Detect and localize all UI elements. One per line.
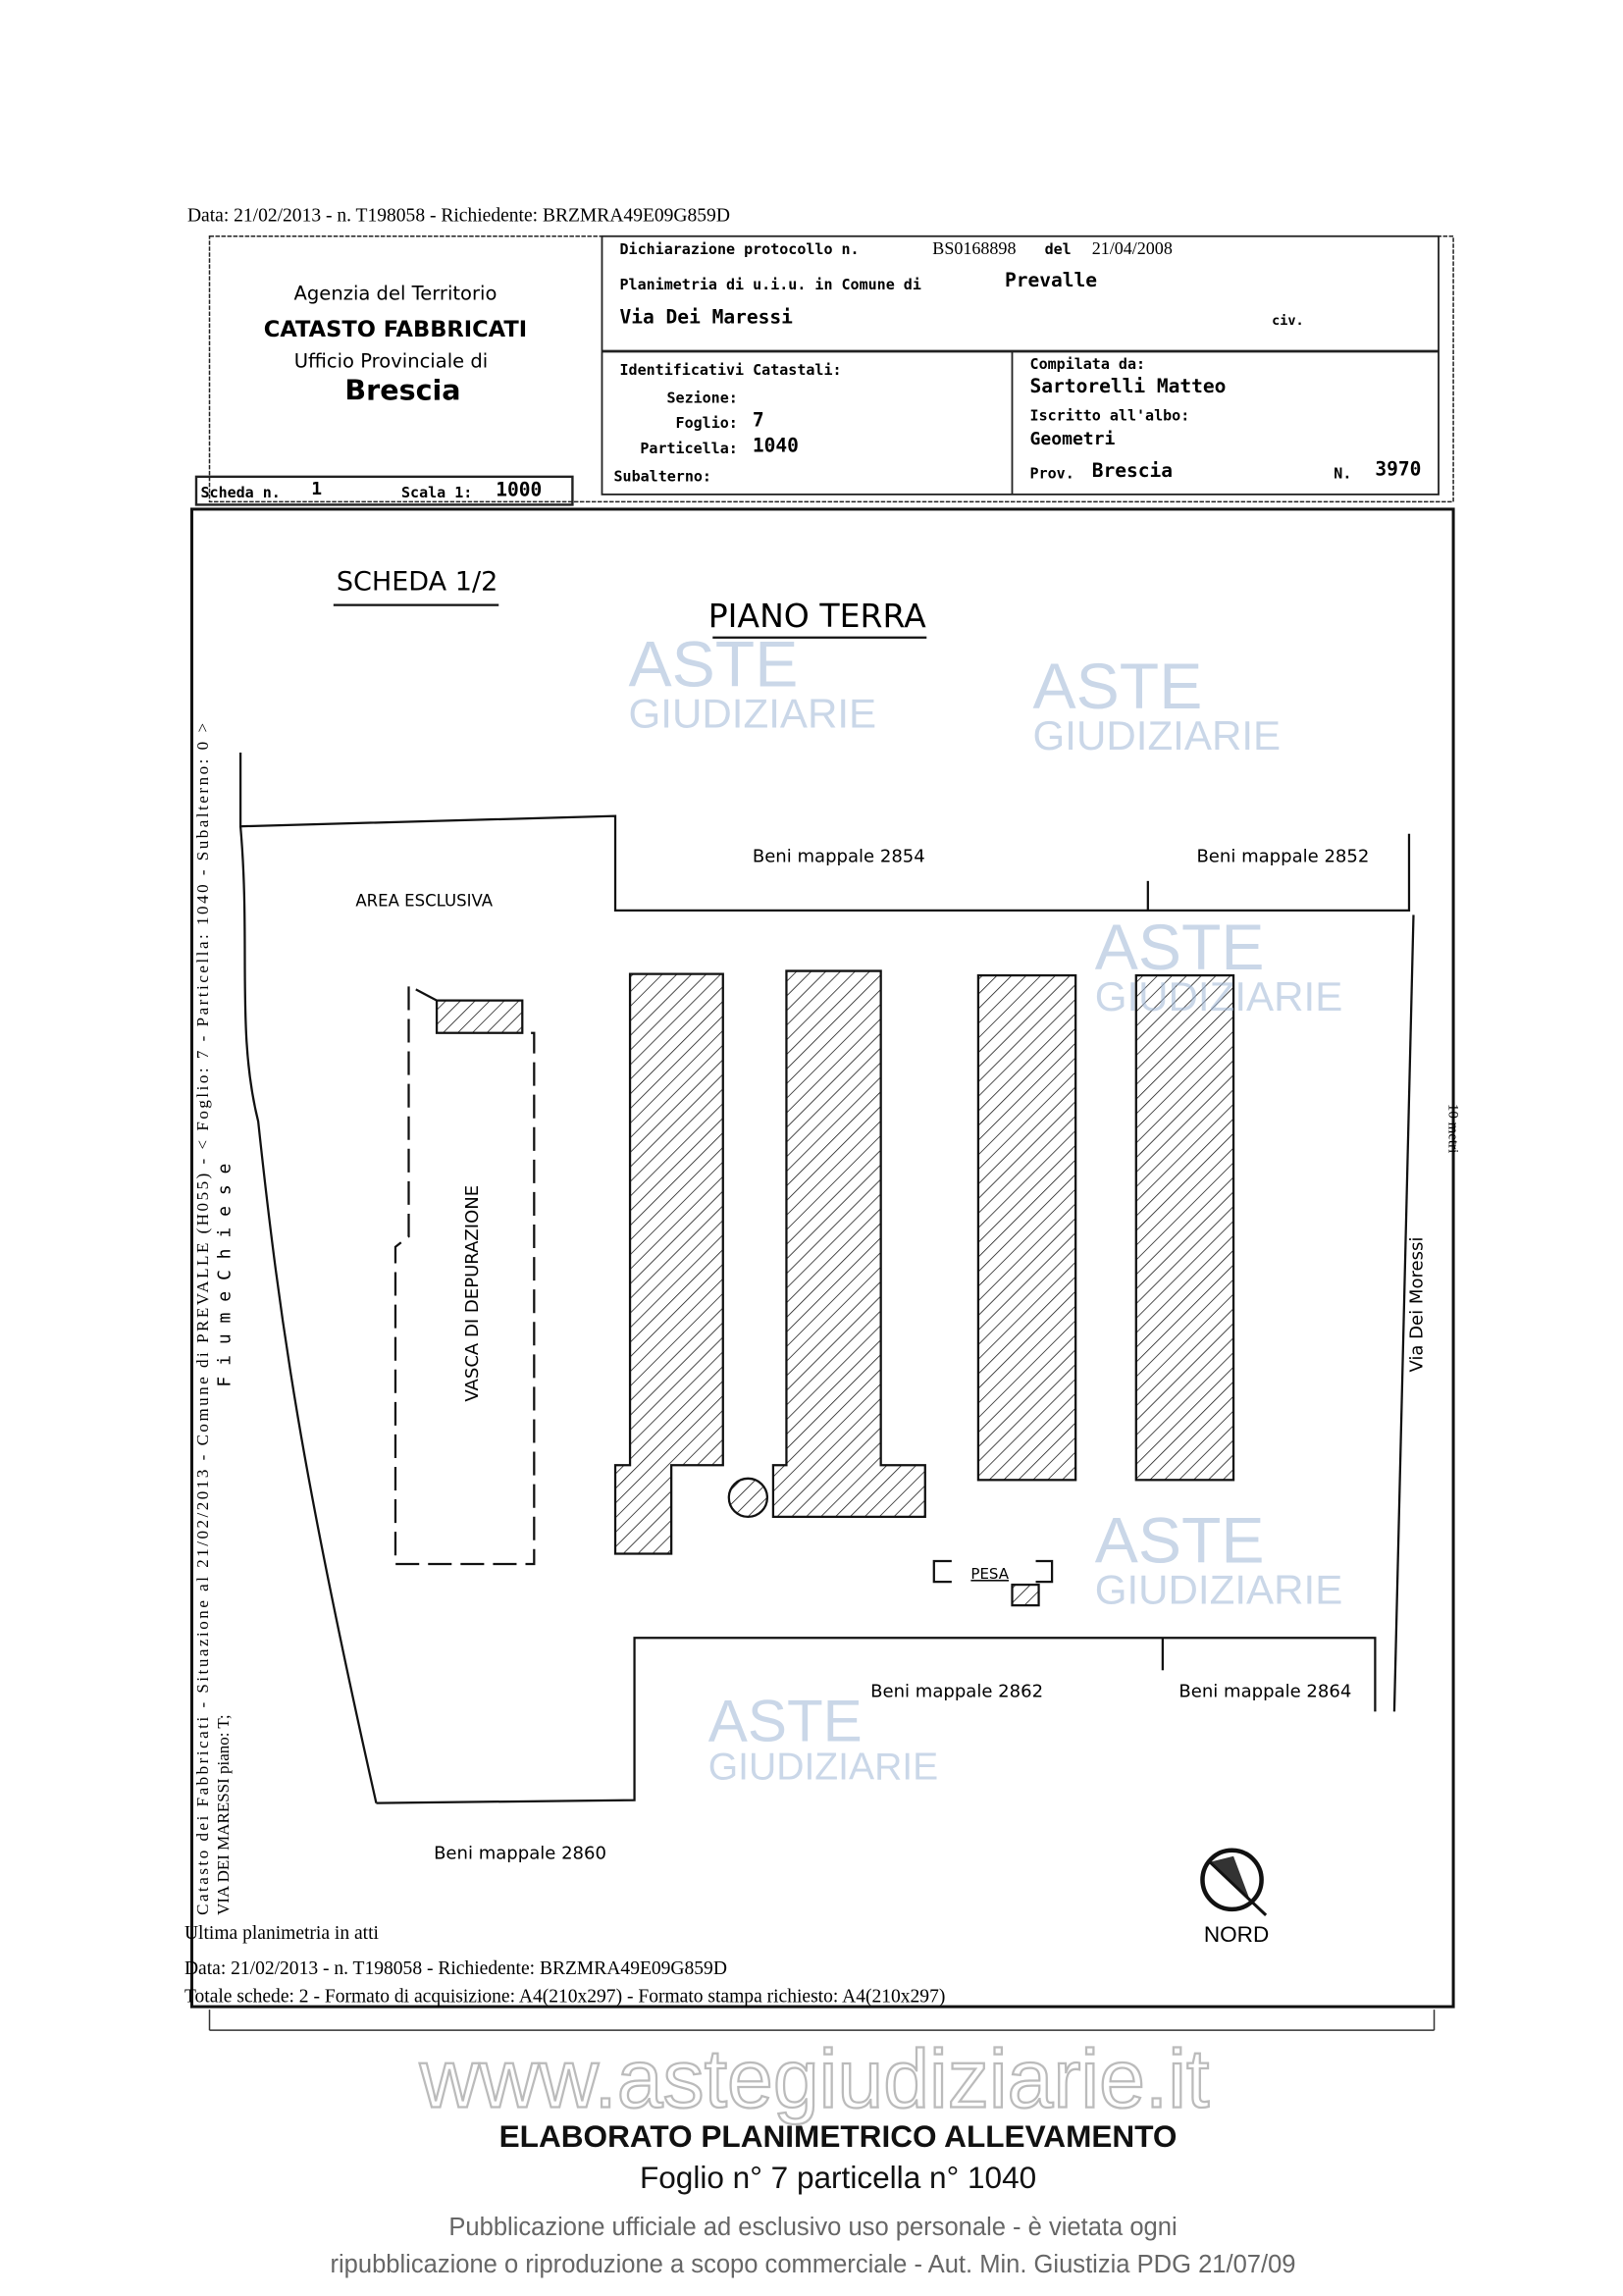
mappale-2862-label: Beni mappale 2862 xyxy=(870,1681,1044,1702)
scheda-title: SCHEDA 1/2 xyxy=(336,566,498,598)
address: Via Dei Maressi xyxy=(619,305,793,329)
svg-text:GIUDIZIARIE: GIUDIZIARIE xyxy=(1032,712,1282,759)
prov-value: Brescia xyxy=(1091,458,1174,482)
civ-label: civ. xyxy=(1272,312,1304,329)
aste-watermark-logo xyxy=(1095,1505,1343,1613)
footer-totale: Totale schede: 2 - Formato di acquisizione: A4(210x297) - Formato stampa richiesto: A4(210x297) xyxy=(183,1986,946,2008)
mappale-2860-label: Beni mappale 2860 xyxy=(434,1843,606,1864)
agency-name: Agenzia del Territorio xyxy=(293,282,497,305)
albo-value: Geometri xyxy=(1029,428,1116,449)
fiume-label: F i u m e C h i e s e xyxy=(214,1163,236,1387)
mappale-2864-label: Beni mappale 2864 xyxy=(1178,1681,1352,1702)
building-1 xyxy=(615,974,723,1554)
svg-text:GIUDIZIARIE: GIUDIZIARIE xyxy=(1094,973,1343,1020)
pesa-label: PESA xyxy=(970,1565,1010,1584)
agency-catasto: CATASTO FABBRICATI xyxy=(263,317,528,343)
subalterno-label: Subalterno: xyxy=(613,467,711,486)
north-arrow-icon xyxy=(1202,1851,1266,1915)
bottom-ruler xyxy=(210,2009,1435,2030)
agency-office: Ufficio Provinciale di xyxy=(293,349,489,373)
svg-text:ASTE: ASTE xyxy=(1032,650,1203,723)
footer-request-line: Data: 21/02/2013 - n. T198058 - Richiedente: BRZMRA49E09G859D xyxy=(183,1958,727,1980)
building-2 xyxy=(773,971,925,1517)
agency-block xyxy=(264,282,527,406)
agency-city: Brescia xyxy=(344,373,461,407)
svg-text:GIUDIZIARIE: GIUDIZIARIE xyxy=(1094,1566,1343,1613)
foglio-label: Foglio: xyxy=(675,414,738,433)
area-esclusiva-label: AREA ESCLUSIVA xyxy=(355,891,494,911)
mappale-2852-label: Beni mappale 2852 xyxy=(1196,846,1370,867)
particella-label: Particella: xyxy=(640,439,738,457)
protocol-date-label: del xyxy=(1044,239,1072,258)
via-label: Via Dei Moressi xyxy=(1406,1236,1428,1373)
svg-text:ASTE: ASTE xyxy=(1094,912,1265,985)
sezione-label: Sezione: xyxy=(666,389,738,407)
side-caption-1: Catasto dei Fabbricati - Situazione al 21/02/2013 - Comune di PREVALLE (H055) - < Foglio: 7 - Particella: 1040 - Subalterno: 0 > xyxy=(193,722,213,1915)
svg-text:ASTE: ASTE xyxy=(628,628,799,702)
scheda-label: Scheda n. xyxy=(200,483,281,501)
scale-bar-label: 10 metri xyxy=(1444,1103,1461,1154)
foglio-value: 7 xyxy=(752,408,764,432)
url-watermark: www.astegiudiziarie.it xyxy=(419,2032,1210,2125)
aste-watermark-logo xyxy=(1033,651,1282,758)
compiler-label: Compilata da: xyxy=(1029,355,1146,374)
aste-watermark-logo xyxy=(629,628,877,736)
floor-title: PIANO TERRA xyxy=(707,597,926,636)
protocol-label: Dichiarazione protocollo n. xyxy=(619,239,860,258)
plan-label: Planimetria di u.i.u. in Comune di xyxy=(619,275,921,293)
aste-watermark-logo xyxy=(1095,912,1343,1019)
north-label: NORD xyxy=(1203,1921,1270,1947)
svg-text:GIUDIZIARIE: GIUDIZIARIE xyxy=(628,690,877,737)
albo-label: Iscritto all'albo: xyxy=(1029,406,1190,425)
aste-watermark-logo xyxy=(708,1688,939,1788)
vasca-label: VASCA DI DEPURAZIONE xyxy=(462,1184,484,1402)
protocol-number: BS0168898 xyxy=(932,237,1017,258)
compiler-name: Sartorelli Matteo xyxy=(1029,375,1227,398)
n-label: N. xyxy=(1334,464,1352,483)
scheda-number: 1 xyxy=(311,478,323,499)
caption-title: ELABORATO PLANIMETRICO ALLEVAMENTO xyxy=(498,2117,1178,2154)
scale-value: 1000 xyxy=(496,478,543,501)
building-4 xyxy=(1136,975,1233,1480)
vasca-annex xyxy=(437,1001,522,1033)
header-request-line: Data: 21/02/2013 - n. T198058 - Richiedente: BRZMRA49E09G859D xyxy=(186,205,730,227)
svg-text:ASTE: ASTE xyxy=(707,1688,863,1754)
ultima-planimetria: Ultima planimetria in atti xyxy=(183,1922,379,1944)
notice-line-2: ripubblicazione o riproduzione a scopo commerciale - Aut. Min. Giustizia PDG 21/07/09 xyxy=(330,2250,1296,2278)
svg-text:ASTE: ASTE xyxy=(1094,1504,1265,1578)
comune: Prevalle xyxy=(1004,268,1098,291)
scale-label: Scala 1: xyxy=(400,483,473,501)
caption-subtitle: Foglio n° 7 particella n° 1040 xyxy=(639,2160,1037,2196)
identifiers-title: Identificativi Catastali: xyxy=(619,361,842,380)
prov-label: Prov. xyxy=(1029,464,1074,483)
side-caption-2: VIA DEI MARESSI piano: T; xyxy=(214,1714,234,1915)
building-3 xyxy=(978,975,1075,1480)
n-value: 3970 xyxy=(1375,457,1422,481)
particella-value: 1040 xyxy=(752,434,799,457)
protocol-date: 21/04/2008 xyxy=(1091,237,1173,258)
pesa-annex xyxy=(1012,1585,1038,1605)
notice-line-1: Pubblicazione ufficiale ad esclusivo uso personale - è vietata ogni xyxy=(448,2214,1178,2242)
svg-text:GIUDIZIARIE: GIUDIZIARIE xyxy=(707,1746,939,1789)
silo xyxy=(729,1479,767,1517)
mappale-2854-label: Beni mappale 2854 xyxy=(752,846,925,867)
